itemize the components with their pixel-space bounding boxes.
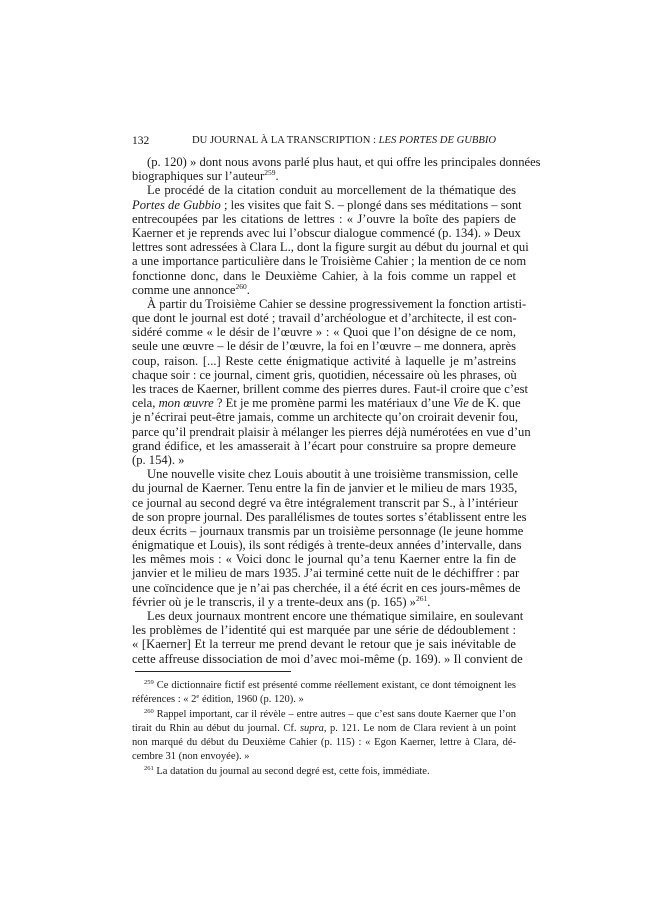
paragraph [132,296,531,467]
footnote-reference: 260 [235,281,247,291]
text-line [132,396,521,411]
italic-text: Portes de Gubbio [132,197,221,212]
text-segment: cembre 31 (non envoyée). » [132,751,250,763]
text-line [132,225,521,240]
running-title-italic: LES PORTES DE GUBBIO [378,135,496,146]
footnote-reference: 261 [144,764,154,772]
footnote [132,708,516,765]
text-line [132,296,527,311]
text-segment: références : « 2 [132,694,197,706]
text-segment: énigmatique et Louis), ils sont rédigés à trente-deux années d’intervalle, dans [132,538,522,553]
text-segment: je n’écrirai peut-être jamais, comme un architecte qu’on croirait devenir fou, [132,410,519,425]
text-segment: Une nouvelle visite chez Louis aboutit à une troisième transmission, celle [147,467,519,482]
footnote-reference: 259 [264,168,276,178]
text-line [132,637,516,651]
text-line [132,339,516,353]
text-segment: grand édifice, et les amasserait à l’écart pour construire sa propre demeure [132,438,516,453]
running-title-text: DU JOURNAL À LA TRANSCRIPTION : [192,135,379,146]
text-segment: (p. 120) » dont nous avons parlé plus haut, et qui offre les principales données [147,155,541,169]
text-line [132,538,522,553]
paragraph [132,467,527,609]
text-line [132,609,524,623]
footnotes [132,679,516,779]
text-segment: « [Kaerner] Et la terreur me prend devant le retour que je sais inévitable de [132,637,516,652]
text-line [132,595,516,609]
text-segment: fonctionne donc, dans le Deuxième Cahier, à la fois comme un rappel et [132,268,516,283]
text-line [132,269,516,283]
text-segment: ce journal au second degré va être intégralement transcrit par S., à l’intérieur [132,495,519,510]
text-line [132,424,531,439]
text-line [132,481,516,495]
footnote-reference: 260 [144,707,154,715]
body-text [132,155,541,666]
text-line [132,623,516,637]
text-segment: parce qu’il prendrait plaisir à mélanger les pierres déjà numérotées en vue d’un [132,424,531,439]
text-line [132,523,524,538]
text-segment: les problèmes de l’identité qui est marquée par une série de dédoublement : [132,623,516,638]
footnote [132,765,516,779]
paragraph [132,183,529,297]
text-line [132,169,516,183]
text-line [132,552,516,566]
text-line [132,736,516,750]
text-line [132,283,516,297]
text-segment: . [427,594,431,609]
text-line [132,722,516,736]
footnote-separator [135,671,291,672]
text-segment: non marqué du début du Deuxième Cahier (p. 115) : « Egon Kaerner, lettre à Clara, dé- [132,737,516,749]
text-segment: deux écrits – journaux transmis par un troisième personnage (le jeune homme [132,523,524,538]
footnote-reference: e [196,693,200,701]
text-line [132,750,516,764]
text-line [132,410,519,425]
running-title [192,135,496,146]
text-line [132,453,516,467]
text-line [132,311,516,325]
text-segment: de K. que [468,396,521,411]
text-line [132,765,516,779]
text-segment: une coïncidence que je n’ai pas cherchée, il a été écrit en ces jours-mêmes de [132,580,521,595]
text-segment: entrecoupées par les citations de lettres : « J’ouvre la boîte des papiers de [132,211,516,226]
footnote-reference: 261 [415,593,428,603]
italic-text: Vie [452,396,469,411]
text-line [132,254,527,269]
text-line [132,651,523,666]
text-segment: ? Et je me promène parmi les matériaux d’une [213,396,453,411]
text-segment: cela, [132,396,159,411]
page-number: 132 [132,135,150,147]
text-segment: Rappel important, car il révèle – entre autres – que c’est sans doute Kaerner que l’on [153,708,516,720]
text-line [132,240,529,255]
italic-text: mon œuvre [158,396,214,411]
text-line [132,183,516,197]
text-segment: . [246,282,250,297]
text-line [132,495,519,510]
text-segment: Le procédé de la citation conduit au morcellement de la thématique des [147,183,516,198]
text-segment: février où je le transcris, il y a trente-deux ans (p. 165) » [132,594,416,609]
paragraph [132,155,541,184]
text-segment: janvier et le milieu de mars 1935. J’ai terminé cette nuit de le déchiffrer : par [132,566,520,581]
text-segment: cette affreuse dissociation de moi d’avec moi-même (p. 169). » Il convient de [132,651,523,666]
text-segment: Ce dictionnaire fictif est présenté comme réellement existant, ce dont témoignent les [153,680,516,691]
text-segment: À partir du Troisième Cahier se dessine progressivement la fonction artisti- [147,296,527,311]
text-segment: sidéré comme « le désir de l’œuvre » : « Quoi que l’on désigne de ce nom, [132,325,516,340]
text-segment: , p. 121. Le nom de Clara revient à un point [323,722,516,734]
text-segment: coup, raison. [...] Reste cette énigmatique activité à laquelle je m’astreins [132,353,516,368]
text-segment: Les deux journaux montrent encore une thématique similaire, en soulevant [147,609,524,623]
italic-text: supra [299,722,324,734]
text-segment: seule une œuvre – le désir de l’œuvre, la foi en l’œuvre – me donnera, après [132,339,516,354]
text-segment: ; les visites que fait S. – plongé dans ses méditations – sont [220,197,522,212]
footnote [132,679,516,708]
text-line [132,368,516,382]
text-segment: les mêmes mois : « Voici donc le journal qu’a tenu Kaerner entre la fin de [132,552,516,567]
text-segment: édition, 1960 (p. 120). » [199,694,304,706]
text-segment: tirait du Rhin au début du journal. Cf. [132,722,300,734]
text-segment: biographiques sur l’auteur [132,169,265,184]
text-line [132,354,516,368]
text-line [132,382,529,396]
text-segment: chaque soir : ce journal, ciment gris, quotidien, nécessaire où les phrases, où [132,367,517,382]
text-line [132,212,516,226]
text-segment: a une importance particulière dans le Troisième Cahier ; la mention de ce nom [132,254,527,269]
text-line [132,325,516,339]
text-line [132,467,519,482]
text-segment: (p. 154). » [132,452,185,467]
text-line [132,693,516,707]
text-segment: comme une annonce [132,282,236,297]
text-line [132,679,516,693]
text-segment: lettres sont adressées à Clara L., dont la figure surgit au début du journal et qui [132,240,529,255]
footnote-reference: 259 [144,679,154,686]
paragraph [132,609,524,666]
text-segment: du journal de Kaerner. Tenu entre la fin de janvier et le milieu de mars 1935, [132,481,518,496]
text-segment: Kaerner et je reprends avec lui l’obscur dialogue commencé (p. 134). » Deux [132,225,521,240]
text-line [132,155,541,169]
text-line [132,197,522,212]
text-segment: les traces de Kaerner, brillent comme des pierres dures. Faut-il croire que c’est [132,382,529,396]
text-segment: . [275,169,279,184]
text-line [132,509,527,524]
text-segment: de son propre journal. Des parallélismes de toutes sortes s’établissent entre les [132,509,527,524]
text-line [132,580,521,595]
text-segment: que dont le journal est doté ; travail d’archéologue et d’architecte, il est con- [132,311,517,326]
text-segment: La datation du journal au second degré est, cette fois, immédiate. [153,765,430,777]
text-line [132,439,516,453]
text-line [132,708,516,722]
text-line [132,566,520,581]
